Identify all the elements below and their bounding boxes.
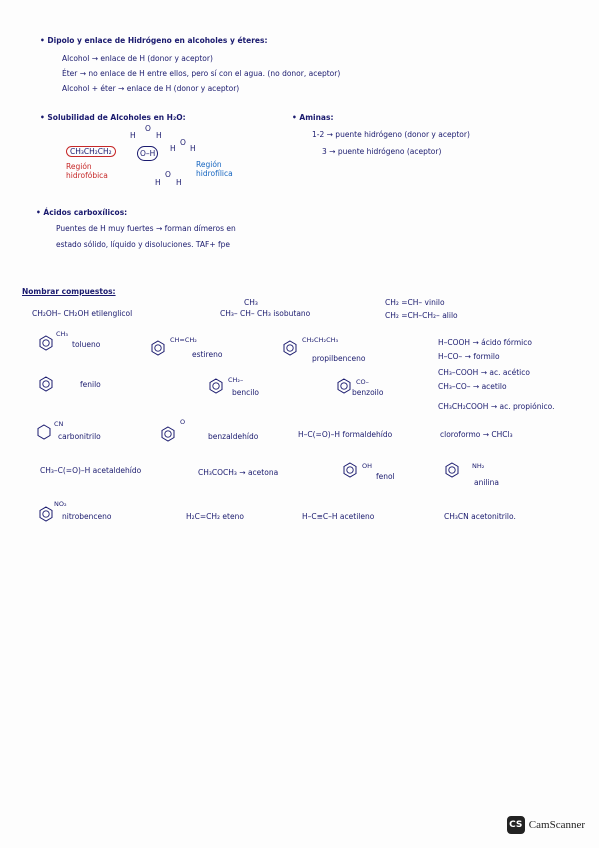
oh-group: O–H	[137, 146, 158, 161]
compound-acido-propionico: CH₃CH₂COOH → ac. propiónico.	[438, 402, 555, 411]
compound-isobutano: CH₃– CH– CH₃ isobutano	[220, 309, 311, 318]
compound-bencilo-substituent: CH₂–	[228, 376, 244, 384]
compound-acido-acetico: CH₃–COOH → ac. acético	[438, 368, 530, 377]
benzene-ring-icon	[444, 462, 460, 478]
o-atom: O	[165, 170, 171, 179]
compound-eteno: H₂C=CH₂ eteno	[186, 512, 244, 521]
o-atom: O	[145, 124, 151, 133]
section-acidos-line1: Puentes de H muy fuertes → forman dímeros en	[56, 224, 236, 233]
section-solubilidad-title: • Solubilidad de Alcoholes en H₂O:	[40, 113, 186, 122]
section-acidos-line2: estado sólido, líquido y disoluciones. TAF+ fpe	[56, 240, 231, 249]
compound-tolueno-substituent: CH₃	[56, 330, 69, 338]
compound-propilbenceno-substituent: CH₂CH₂CH₃	[302, 336, 339, 344]
compound-nitrobenceno: nitrobenceno	[62, 512, 112, 521]
o-atom: O	[180, 138, 186, 147]
compound-acetonitrilo: CH₃CN acetonitrilo.	[444, 512, 516, 521]
benzene-ring-icon	[282, 340, 298, 356]
benzene-ring-icon	[342, 462, 358, 478]
compound-formilo: H–CO– → formilo	[438, 352, 500, 361]
section-aminas-title: • Aminas:	[292, 113, 334, 122]
compound-etilenglicol: CH₂OH– CH₂OH etilenglicol	[32, 309, 133, 318]
camscanner-logo-icon: CS	[507, 816, 525, 834]
benzene-ring-icon	[150, 340, 166, 356]
h-atom: H	[155, 178, 161, 187]
compound-bencilo: bencilo	[232, 388, 260, 397]
compound-nitrobenceno-substituent: NO₂	[54, 500, 67, 508]
compound-tolueno: tolueno	[72, 340, 101, 349]
compound-acetileno: H–C≡C–H acetileno	[302, 512, 375, 521]
propyl-formula: CH₃CH₂CH₂	[66, 146, 116, 157]
compound-fenol-substituent: OH	[362, 462, 373, 470]
section-dipolo-line1: Alcohol → enlace de H (donor y aceptor)	[62, 54, 213, 63]
benzene-ring-icon	[208, 378, 224, 394]
compound-benzaldehido: benzaldehído	[208, 432, 259, 441]
cyclohexane-ring-icon	[36, 424, 52, 440]
hydrophobic-region-label: Región hidrofóbica	[66, 162, 108, 180]
h-atom: H	[156, 131, 162, 140]
benzene-ring-icon	[160, 426, 176, 442]
compound-fenilo: fenilo	[80, 380, 101, 389]
section-nombrar-title: Nombrar compuestos:	[22, 287, 116, 296]
compound-isobutano-branch: CH₃	[244, 298, 258, 307]
compound-estireno: estireno	[192, 350, 223, 359]
compound-anilina-substituent: NH₂	[472, 462, 485, 470]
compound-benzoilo: benzoilo	[352, 388, 384, 397]
benzene-ring-icon	[38, 376, 54, 392]
compound-estireno-substituent: CH=CH₂	[170, 336, 197, 344]
compound-cloroformo: cloroformo → CHCl₃	[440, 430, 513, 439]
hydrophilic-region-label: Región hidrofílica	[196, 160, 233, 178]
h-atom: H	[130, 131, 136, 140]
compound-carbonitrilo-substituent: CN	[54, 420, 64, 428]
compound-acetaldehido: CH₃–C(=O)–H acetaldehído	[40, 466, 142, 475]
compound-acetilo: CH₃–CO– → acetilo	[438, 382, 507, 391]
camscanner-label: CamScanner	[528, 819, 585, 831]
compound-anilina: anilina	[474, 478, 499, 487]
section-acidos-title: • Ácidos carboxílicos:	[36, 208, 128, 217]
h-atom: H	[176, 178, 182, 187]
compound-benzoilo-substituent: CO–	[356, 378, 369, 386]
h-atom: H	[170, 144, 176, 153]
compound-acetona: CH₃COCH₃ → acetona	[198, 468, 279, 477]
compound-carbonitrilo: carbonitrilo	[58, 432, 101, 441]
compound-propilbenceno: propilbenceno	[312, 354, 366, 363]
compound-acido-formico: H–COOH → ácido fórmico	[438, 338, 532, 347]
compound-formaldehido: H–C(=O)–H formaldehído	[298, 430, 393, 439]
section-dipolo-line3: Alcohol + éter → enlace de H (donor y aceptor)	[62, 84, 240, 93]
compound-fenol: fenol	[376, 472, 395, 481]
compound-alilo: CH₂ =CH–CH₂– alilo	[385, 311, 458, 320]
camscanner-watermark	[507, 816, 585, 834]
compound-benzaldehido-substituent: O	[180, 418, 186, 426]
h-atom: H	[190, 144, 196, 153]
section-aminas-line2: 3 → puente hidrógeno (aceptor)	[322, 147, 442, 156]
benzene-ring-icon	[38, 506, 54, 522]
section-dipolo-line2: Éter → no enlace de H entre ellos, pero sí con el agua. (no donor, aceptor)	[62, 69, 341, 78]
section-aminas-line1: 1-2 → puente hidrógeno (donor y aceptor)	[312, 130, 470, 139]
benzene-ring-icon	[38, 335, 54, 351]
section-dipolo-title: • Dipolo y enlace de Hidrógeno en alcoholes y éteres:	[40, 36, 268, 45]
compound-vinilo: CH₂ =CH– vinilo	[385, 298, 445, 307]
benzene-ring-icon	[336, 378, 352, 394]
